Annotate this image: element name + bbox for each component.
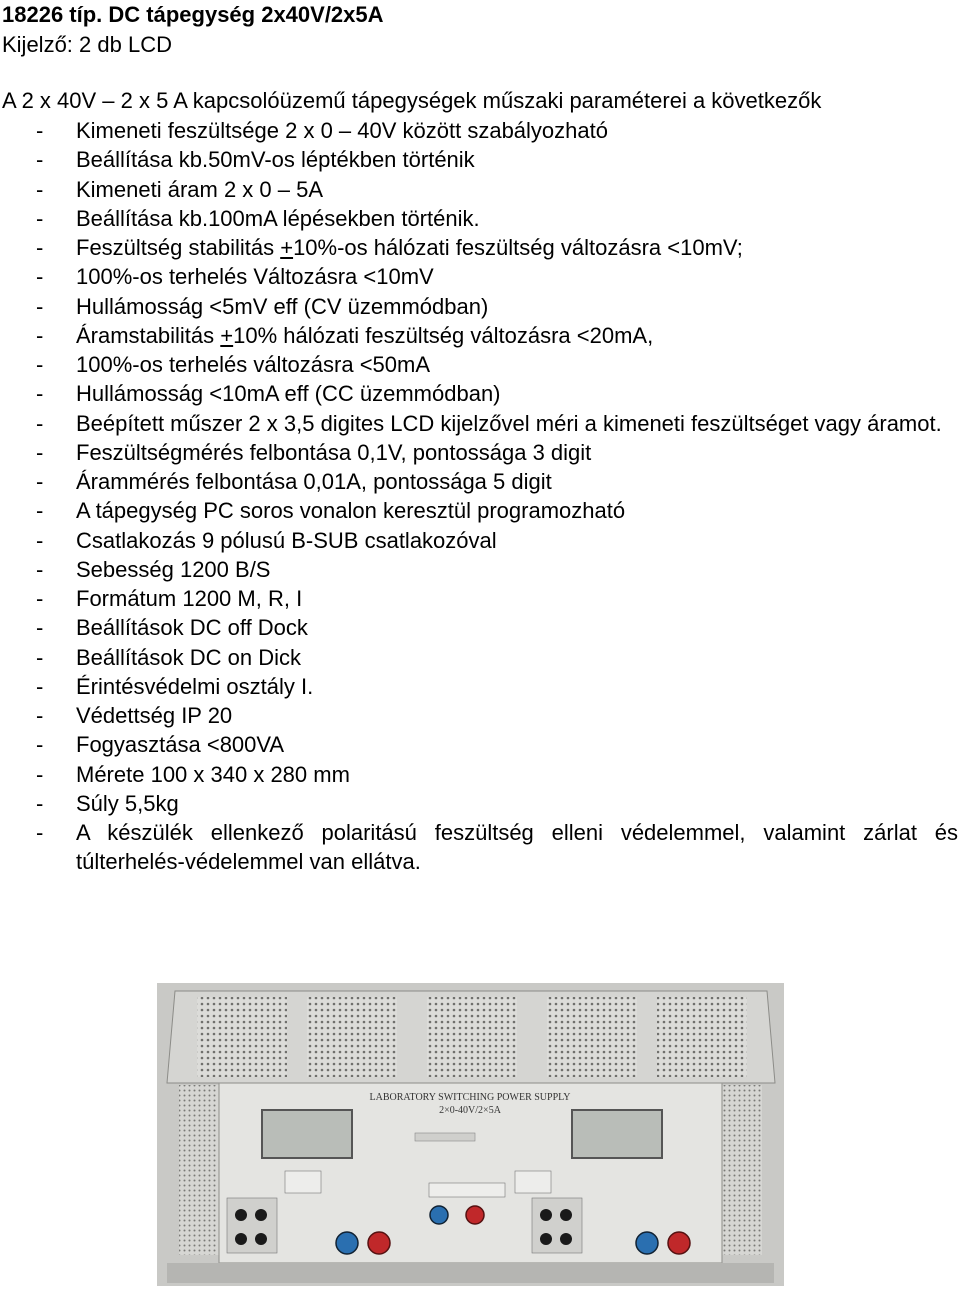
spec-item xyxy=(0,555,960,584)
terminal-blue-left xyxy=(336,1232,358,1254)
spec-text-prefix: Feszültség stabilitás xyxy=(76,235,281,260)
spec-text-prefix: Áramstabilitás xyxy=(76,322,221,348)
spec-item xyxy=(0,409,960,438)
spec-item xyxy=(0,233,960,262)
spec-item xyxy=(0,584,960,613)
spec-item xyxy=(0,321,960,350)
spec-text: Kimeneti áram 2 x 0 – 5A xyxy=(76,176,324,202)
terminal-blue-right xyxy=(636,1232,658,1254)
spec-list xyxy=(0,116,960,877)
bullet-dash: - xyxy=(36,235,44,260)
bullet-dash: - xyxy=(36,469,44,494)
spec-text: Formátum 1200 M, R, I xyxy=(76,586,303,611)
bullet-dash: - xyxy=(36,410,44,436)
terminal-red-left xyxy=(368,1232,390,1254)
spec-text: Feszültségmérés felbontása 0,1V, pontossága 3 digit xyxy=(76,439,592,465)
bullet-dash: - xyxy=(36,352,44,377)
knob-left-4 xyxy=(255,1233,267,1245)
knob-right-1 xyxy=(540,1209,552,1221)
spec-text: Sebesség 1200 B/S xyxy=(76,556,271,582)
spec-text: Hullámosság <5mV eff (CV üzemmódban) xyxy=(76,293,489,319)
spec-item xyxy=(0,526,960,555)
terminal-blue-center xyxy=(430,1206,448,1224)
spec-text: Mérete 100 x 340 x 280 mm xyxy=(76,761,350,787)
spec-text: Csatlakozás 9 pólusú B-SUB csatlakozóval xyxy=(76,527,497,553)
bullet-dash: - xyxy=(36,176,44,202)
spec-text: Érintésvédelmi osztály I. xyxy=(76,673,314,699)
bullet-dash: - xyxy=(36,673,44,699)
bullet-dash: - xyxy=(36,761,44,787)
spec-item xyxy=(0,760,960,789)
spec-item xyxy=(0,496,960,525)
spec-text: Fogyasztása <800VA xyxy=(76,732,285,758)
spec-text: Védettség IP 20 xyxy=(76,703,233,728)
plus-minus-sign: + xyxy=(280,235,294,260)
spec-text: Beépített műszer 2 x 3,5 digites LCD kijelzővel méri a kimeneti feszültséget vagy áramot. xyxy=(76,410,942,436)
spec-text-suffix: 10%-os hálózati feszültség változásra <10mV; xyxy=(293,235,743,260)
page-subtitle: Kijelző: 2 db LCD xyxy=(2,32,172,57)
terminal-red-center xyxy=(466,1206,484,1224)
spec-item xyxy=(0,818,960,877)
bullet-dash: - xyxy=(36,118,44,143)
knob-left-2 xyxy=(255,1209,267,1221)
spec-item xyxy=(0,379,960,408)
spec-text xyxy=(76,321,960,350)
bullet-dash: - xyxy=(36,498,44,524)
power-supply-photo xyxy=(157,983,784,1286)
knob-right-4 xyxy=(560,1233,572,1245)
plus-minus-sign: + xyxy=(220,322,234,348)
bullet-dash: - xyxy=(36,732,44,758)
bullet-dash: - xyxy=(36,439,44,465)
spec-item xyxy=(0,292,960,321)
bullet-dash: - xyxy=(36,703,44,728)
intro-paragraph: A 2 x 40V – 2 x 5 A kapcsolóüzemű tápegységek műszaki paraméterei a következők xyxy=(2,88,822,113)
spec-text: Beállítása kb.100mA lépésekben történik. xyxy=(76,205,480,231)
bullet-dash: - xyxy=(36,644,44,670)
knob-right-2 xyxy=(560,1209,572,1221)
spec-text: 100%-os terhelés Változásra <10mV xyxy=(76,264,434,290)
bullet-dash: - xyxy=(36,615,44,641)
spec-text: 100%-os terhelés változásra <50mA xyxy=(76,352,431,377)
spec-item xyxy=(0,350,960,379)
panel-label-line2: 2×0-40V/2×5A xyxy=(439,1105,501,1116)
bullet-dash: - xyxy=(36,527,44,553)
panel-label-line1: LABORATORY SWITCHING POWER SUPPLY xyxy=(369,1092,571,1103)
spec-item xyxy=(0,262,960,291)
spec-item xyxy=(0,175,960,204)
knob-left-1 xyxy=(235,1209,247,1221)
lcd-display-right xyxy=(572,1110,662,1158)
spec-item xyxy=(0,672,960,701)
bullet-dash: - xyxy=(36,381,44,407)
spec-item xyxy=(0,438,960,467)
spec-item xyxy=(0,789,960,818)
spec-text: Hullámosság <10mA eff (CC üzemmódban) xyxy=(76,381,501,407)
spec-text xyxy=(76,233,960,262)
spec-item xyxy=(0,643,960,672)
bullet-dash: - xyxy=(36,820,44,845)
spec-item xyxy=(0,613,960,642)
terminal-red-right xyxy=(668,1232,690,1254)
spec-item xyxy=(0,701,960,730)
page-title: 18226 típ. DC tápegység 2x40V/2x5A xyxy=(2,2,384,27)
spec-item xyxy=(0,467,960,496)
knob-left-3 xyxy=(235,1233,247,1245)
bullet-dash: - xyxy=(36,556,44,582)
knob-right-3 xyxy=(540,1233,552,1245)
spec-text: Árammérés felbontása 0,01A, pontossága 5 digit xyxy=(76,469,552,494)
spec-text: Súly 5,5kg xyxy=(76,790,179,816)
spec-text: Kimeneti feszültsége 2 x 0 – 40V között szabályozható xyxy=(76,118,608,143)
spec-text: A tápegység PC soros vonalon keresztül programozható xyxy=(76,498,626,524)
bullet-dash: - xyxy=(36,586,44,611)
spec-text: A készülék ellenkező polaritású feszültség elleni védelemmel, valamint zárlat és túlterhelés-védelemmel van ellátva. xyxy=(76,820,958,875)
spec-text: Beállítása kb.50mV-os léptékben történik xyxy=(76,147,475,173)
bullet-dash: - xyxy=(36,790,44,816)
bullet-dash: - xyxy=(36,322,44,348)
lcd-display-left xyxy=(262,1110,352,1158)
spec-item xyxy=(0,116,960,145)
spec-item xyxy=(0,145,960,174)
spec-item xyxy=(0,204,960,233)
spec-text: Beállítások DC off Dock xyxy=(76,615,308,641)
spec-text-suffix: 10% hálózati feszültség változásra <20mA, xyxy=(233,322,654,348)
bullet-dash: - xyxy=(36,205,44,231)
spec-item xyxy=(0,730,960,759)
bullet-dash: - xyxy=(36,264,44,290)
spec-text: Beállítások DC on Dick xyxy=(76,644,301,670)
bullet-dash: - xyxy=(36,293,44,319)
bullet-dash: - xyxy=(36,147,44,173)
